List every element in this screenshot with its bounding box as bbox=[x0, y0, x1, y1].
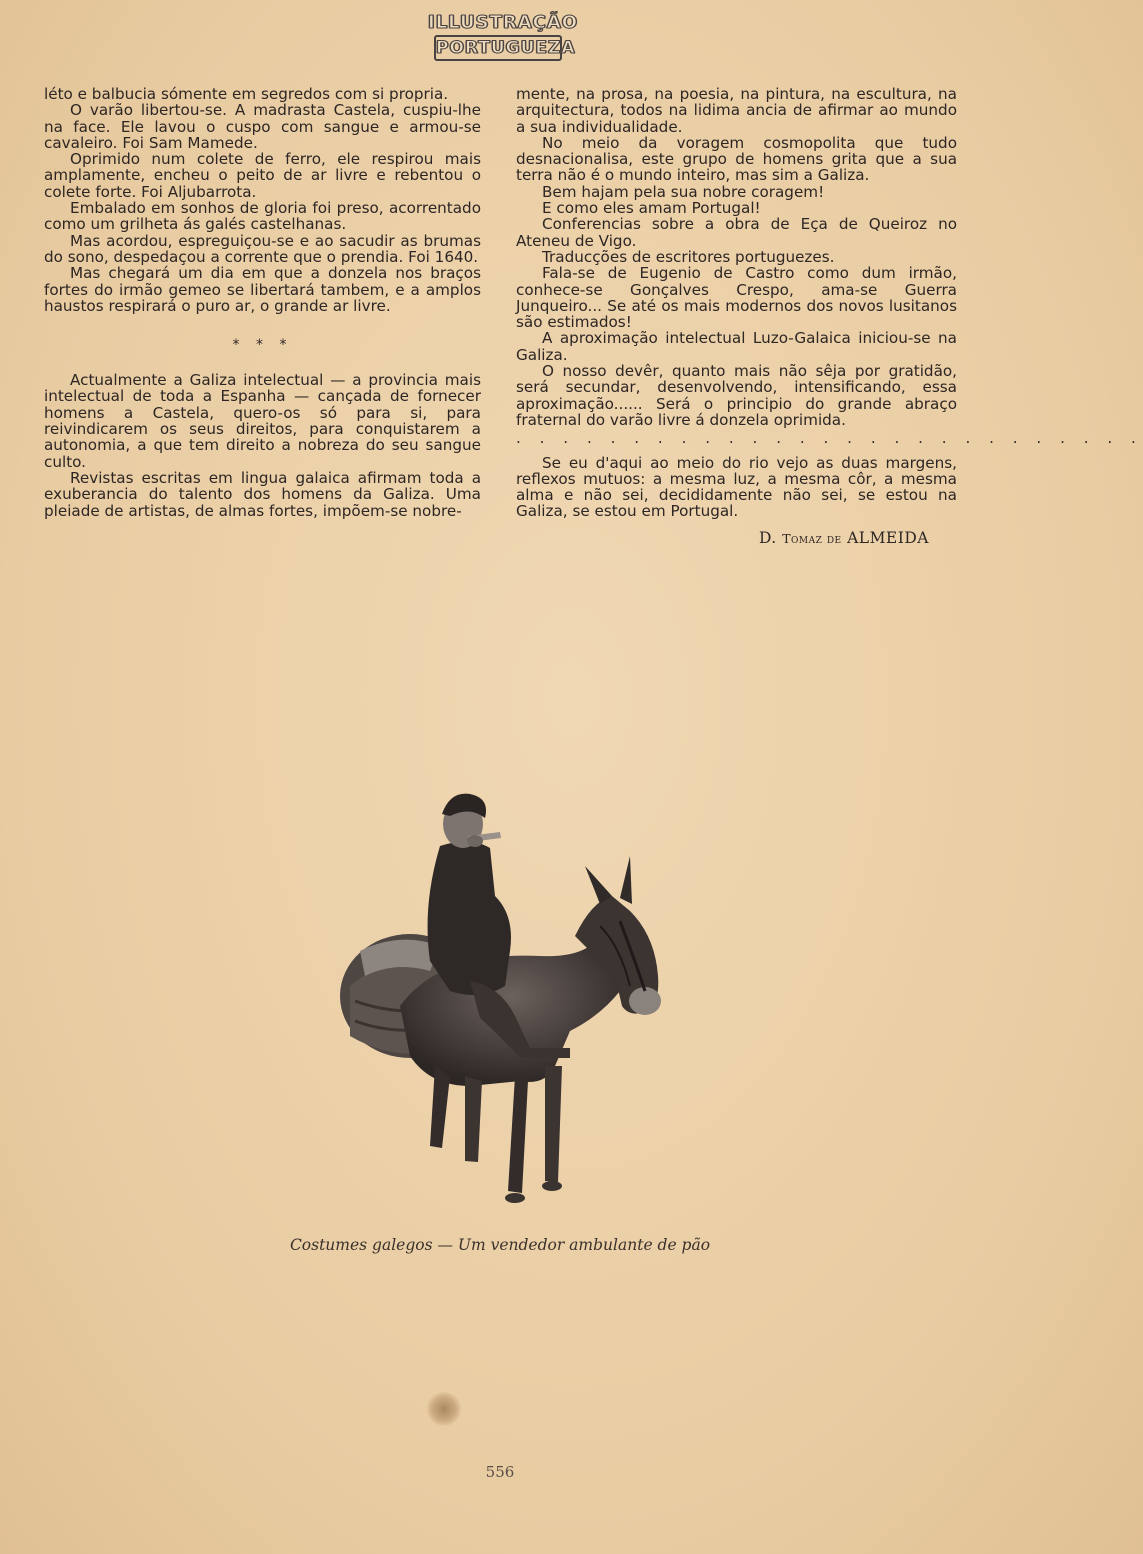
paper-stain bbox=[427, 1392, 461, 1426]
paragraph: E como eles amam Portugal! bbox=[542, 199, 761, 218]
right-column bbox=[516, 85, 1143, 547]
paragraph: A aproximação intelectual Luzo-Galaica iniciou-se na Galiza. bbox=[516, 329, 957, 364]
masthead-line-1: ILLUSTRAÇÃO bbox=[428, 12, 579, 33]
paragraph: Actualmente a Galiza intelectual — a provincia mais intelectual de toda a Espanha — cançada de fornecer homens a Castela, quero-os só para si, para reivindicarem os seus direitos, para conquistarem a autonomia, a que tem direito a nobreza do seu sangue culto. bbox=[44, 371, 481, 471]
author-signature bbox=[516, 530, 929, 547]
paragraph: mente, na prosa, na poesia, na pintura, na escultura, na arquitectura, todos na lidima ancia de afirmar ao mundo a sua individualidade. bbox=[516, 85, 957, 136]
signature-small-caps: Tomaz de bbox=[782, 530, 842, 546]
paragraph: Se eu d'aqui ao meio do rio vejo as duas margens, reflexos mutuos: a mesma luz, a mesma côr, a mesma alma e não sei, decididamente não sei, se estou na Galiza, se estou em Portugal. bbox=[516, 453, 957, 521]
figure-caption: Costumes galegos — Um vendedor ambulante de pão bbox=[289, 1236, 711, 1254]
paragraph: Embalado em sonhos de gloria foi preso, acorrentado como um grilheta ás galés castelhanas. bbox=[44, 199, 481, 234]
masthead-logo bbox=[428, 12, 579, 62]
paragraph: Revistas escritas em lingua galaica afirmam toda a exuberancia do talento dos homens da Galiza. Uma pleiade de artistas, de almas fortes, impõem-se nobre- bbox=[44, 468, 481, 520]
paragraph: Traducções de escritores portuguezes. bbox=[542, 247, 835, 266]
section-separator: * * * bbox=[232, 337, 293, 354]
paragraph: O varão libertou-se. A madrasta Castela, cuspiu-lhe na face. Ele lavou o cuspo com sangue e armou-se cavaleiro. Foi Sam Mamede. bbox=[44, 101, 481, 152]
paragraph: No meio da voragem cosmopolita que tudo desnacionalisa, este grupo de homens grita que a sua terra não é o mundo inteiro, mas sim a Galiza. bbox=[516, 133, 957, 185]
paragraph: Oprimido num colete de ferro, ele respirou mais amplamente, encheu o peito de ar livre e rebentou o colete forte. Foi Aljubarrota. bbox=[44, 150, 481, 201]
signature-surname: ALMEIDA bbox=[847, 528, 929, 547]
dotted-separator: . . . . . . . . . . . . . . . . . . . . . . . . . . . bbox=[516, 429, 1143, 448]
paragraph: léto e balbucia sómente em segredos com si propria. bbox=[44, 85, 449, 103]
paragraph: Fala-se de Eugenio de Castro como dum irmão, conhece-se Gonçalves Crespo, ama-se Guerra Junqueiro... Se até os mais modernos dos novos lusitanos são estimados! bbox=[516, 264, 957, 332]
paragraph: O nosso devêr, quanto mais não sêja por gratidão, será secundar, desenvolvendo, intensificando, essa aproximação...... Será o principio do grande abraço fraternal do varão livre á donzela oprimida. bbox=[516, 362, 957, 429]
donkey-rider-photo bbox=[330, 786, 670, 1216]
left-column bbox=[44, 86, 481, 519]
paragraph: Bem hajam pela sua nobre coragem! bbox=[542, 182, 825, 201]
paragraph: Mas acordou, espreguiçou-se e ao sacudir as brumas do sono, despedaçou a corrente que o prendia. Foi 1640. bbox=[44, 231, 481, 266]
signature-initial: D. bbox=[758, 528, 777, 547]
masthead-line-2: PORTUGUEZA bbox=[434, 35, 562, 61]
paragraph: Conferencias sobre a obra de Eça de Queiroz no Ateneu de Vigo. bbox=[516, 215, 957, 250]
page-number: 556 bbox=[485, 1463, 515, 1481]
paragraph: Mas chegará um dia em que a donzela nos braços fortes do irmão gemeo se libertará tambem, e a amplos haustos respirará o puro ar, o grande ar livre. bbox=[44, 264, 481, 315]
